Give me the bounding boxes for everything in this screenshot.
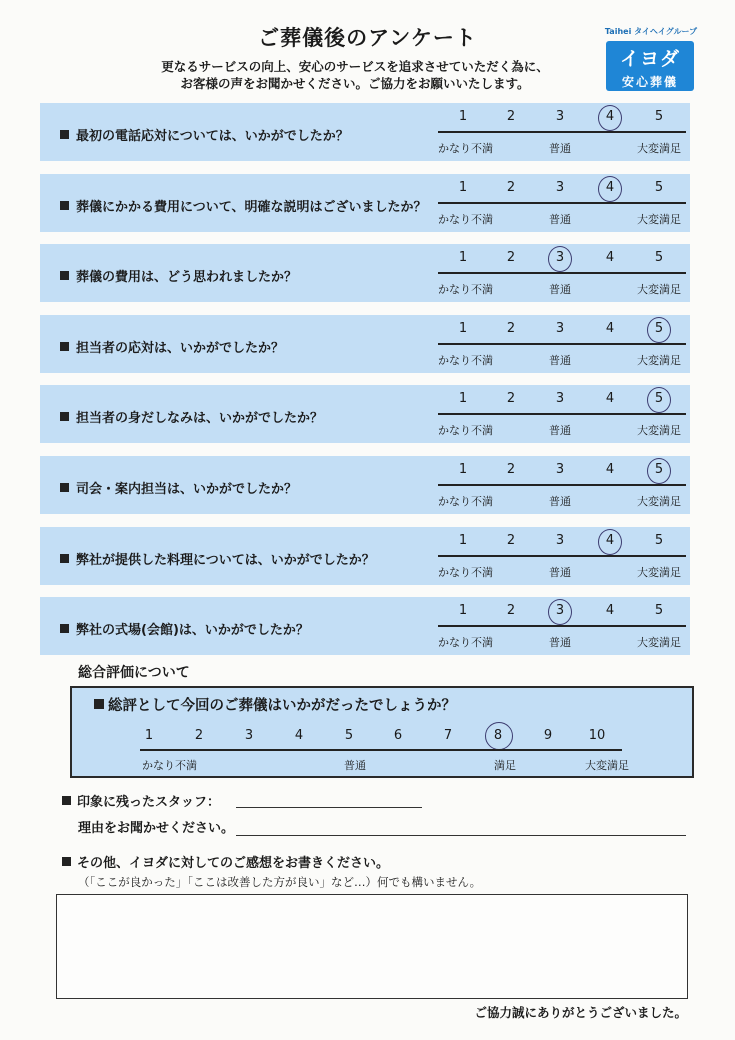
rating-option-4[interactable]: 4 xyxy=(605,462,615,477)
rating-label-high: 大変満足 xyxy=(637,142,681,155)
reason-label: 理由をお聞かせください。 xyxy=(78,821,235,836)
rating-option-4[interactable]: 4 xyxy=(605,250,615,265)
rating-label-mid: 普通 xyxy=(549,213,571,226)
question-label: 最初の電話応対については、いかがでしたか？ xyxy=(76,129,349,144)
question-label: 司会・案内担当は、いかがでしたか？ xyxy=(76,482,298,497)
rating-option-3[interactable]: 3 xyxy=(555,391,565,406)
overall-scale-line xyxy=(140,749,622,751)
overall-option-1[interactable]: 1 xyxy=(144,728,154,743)
rating-option-1[interactable]: 1 xyxy=(458,250,468,265)
rating-option-4[interactable]: 4 xyxy=(605,391,615,406)
bullet-square-icon xyxy=(94,699,104,709)
rating-scale-line xyxy=(438,625,686,627)
rating-option-2[interactable]: 2 xyxy=(506,109,516,124)
bullet-square-icon xyxy=(60,130,69,139)
question-row xyxy=(40,103,690,161)
rating-option-3[interactable]: 3 xyxy=(555,603,565,618)
bullet-square-icon xyxy=(60,412,69,421)
rating-label-low: かなり不満 xyxy=(438,213,493,226)
rating-scale-line xyxy=(438,272,686,274)
rating-scale-line xyxy=(438,484,686,486)
rating-option-5[interactable]: 5 xyxy=(654,109,664,124)
rating-label-mid: 普通 xyxy=(549,283,571,296)
overall-option-7[interactable]: 7 xyxy=(443,728,453,743)
overall-option-8[interactable]: 8 xyxy=(493,728,503,743)
bullet-square-icon xyxy=(60,342,69,351)
rating-option-2[interactable]: 2 xyxy=(506,533,516,548)
brand-name: イヨダ xyxy=(619,48,680,70)
question-row xyxy=(40,456,690,514)
rating-label-high: 大変満足 xyxy=(637,495,681,508)
rating-scale-numbers xyxy=(438,533,686,549)
bullet-square-icon xyxy=(60,624,69,633)
overall-scale-numbers xyxy=(134,728,606,744)
question-text xyxy=(60,125,349,144)
rating-label-high: 大変満足 xyxy=(637,566,681,579)
rating-label-high: 大変満足 xyxy=(637,213,681,226)
rating-label-mid: 普通 xyxy=(549,636,571,649)
question-text xyxy=(60,337,284,356)
question-label: 担当者の応対は、いかがでしたか？ xyxy=(76,341,285,356)
overall-rating-box xyxy=(70,686,694,778)
question-row xyxy=(40,385,690,443)
comments-prompt xyxy=(62,852,389,871)
staff-prompt xyxy=(62,791,220,810)
thanks-text: ご協力誠にありがとうございました。 xyxy=(474,1005,687,1020)
rating-option-2[interactable]: 2 xyxy=(506,321,516,336)
question-text xyxy=(60,619,309,638)
selected-rating-circle xyxy=(598,105,622,131)
rating-option-4[interactable]: 4 xyxy=(605,533,615,548)
question-row xyxy=(40,597,690,655)
rating-label-mid: 普通 xyxy=(549,424,571,437)
question-row xyxy=(40,174,690,232)
rating-label-mid: 普通 xyxy=(549,495,571,508)
bullet-square-icon xyxy=(62,796,71,805)
rating-option-2[interactable]: 2 xyxy=(506,603,516,618)
rating-option-2[interactable]: 2 xyxy=(506,462,516,477)
rating-option-5[interactable]: 5 xyxy=(654,391,664,406)
overall-label-low: かなり不満 xyxy=(142,759,197,772)
rating-label-low: かなり不満 xyxy=(438,283,493,296)
rating-option-1[interactable]: 1 xyxy=(458,462,468,477)
overall-label-good: 満足 xyxy=(494,759,516,772)
rating-scale-line xyxy=(438,202,686,204)
bullet-square-icon xyxy=(60,554,69,563)
rating-scale-line xyxy=(438,555,686,557)
intro-line-2: お客様の声をお聞かせください。ご協力をお願いいたします。 xyxy=(180,76,530,91)
rating-option-5[interactable]: 5 xyxy=(654,533,664,548)
question-label: 担当者の身だしなみは、いかがでしたか？ xyxy=(76,411,324,426)
overall-option-5[interactable]: 5 xyxy=(344,728,354,743)
overall-option-10[interactable]: 10 xyxy=(588,728,606,743)
rating-option-1[interactable]: 1 xyxy=(458,109,468,124)
intro-text xyxy=(120,58,590,92)
overall-label-high: 大変満足 xyxy=(585,759,629,772)
group-logo xyxy=(604,24,698,38)
rating-scale-line xyxy=(438,343,686,345)
bullet-square-icon xyxy=(60,271,69,280)
rating-option-5[interactable]: 5 xyxy=(654,603,664,618)
rating-option-3[interactable]: 3 xyxy=(555,321,565,336)
staff-name-field[interactable] xyxy=(236,807,422,808)
overall-section-title: 総合評価について xyxy=(78,665,190,681)
rating-label-mid: 普通 xyxy=(549,142,571,155)
comments-label: その他、イヨダに対してのご感想をお書きください。 xyxy=(77,856,390,871)
overall-option-3[interactable]: 3 xyxy=(244,728,254,743)
question-label: 弊社の式場(会館)は、いかがでしたか？ xyxy=(76,623,309,638)
rating-option-1[interactable]: 1 xyxy=(458,321,468,336)
rating-scale-line xyxy=(438,131,686,133)
page-title: ご葬儀後のアンケート xyxy=(258,26,477,50)
selected-rating-circle xyxy=(548,599,572,625)
selected-rating-circle xyxy=(647,387,671,413)
rating-label-low: かなり不満 xyxy=(438,424,493,437)
question-text xyxy=(60,196,426,215)
rating-option-2[interactable]: 2 xyxy=(506,391,516,406)
rating-label-low: かなり不満 xyxy=(438,566,493,579)
rating-label-low: かなり不満 xyxy=(438,142,493,155)
question-label: 葬儀の費用は、どう思われましたか？ xyxy=(76,270,298,285)
rating-option-3[interactable]: 3 xyxy=(555,109,565,124)
rating-option-3[interactable]: 3 xyxy=(555,250,565,265)
overall-question xyxy=(94,694,456,715)
selected-rating-circle xyxy=(598,176,622,202)
overall-option-2[interactable]: 2 xyxy=(194,728,204,743)
overall-label-mid: 普通 xyxy=(344,759,366,772)
overall-selected-circle xyxy=(485,722,513,750)
comments-textarea[interactable] xyxy=(56,894,688,999)
company-logo xyxy=(604,24,698,91)
rating-label-high: 大変満足 xyxy=(637,636,681,649)
selected-rating-circle xyxy=(548,246,572,272)
rating-option-1[interactable]: 1 xyxy=(458,391,468,406)
rating-option-1[interactable]: 1 xyxy=(458,603,468,618)
group-name: Taihei タイヘイグループ xyxy=(604,26,698,36)
rating-scale-line xyxy=(438,413,686,415)
question-row xyxy=(40,315,690,373)
question-text xyxy=(60,407,323,426)
overall-option-9[interactable]: 9 xyxy=(543,728,553,743)
rating-option-1[interactable]: 1 xyxy=(458,180,468,195)
bullet-square-icon xyxy=(60,201,69,210)
rating-label-mid: 普通 xyxy=(549,354,571,367)
rating-label-high: 大変満足 xyxy=(637,283,681,296)
brand-tagline: 安心葬儀 xyxy=(621,75,678,89)
overall-option-6[interactable]: 6 xyxy=(393,728,403,743)
rating-option-2[interactable]: 2 xyxy=(506,250,516,265)
reason-field[interactable] xyxy=(236,835,686,836)
rating-option-3[interactable]: 3 xyxy=(555,462,565,477)
question-text xyxy=(60,478,297,497)
overall-option-4[interactable]: 4 xyxy=(294,728,304,743)
rating-option-4[interactable]: 4 xyxy=(605,321,615,336)
rating-label-low: かなり不満 xyxy=(438,495,493,508)
rating-label-high: 大変満足 xyxy=(637,424,681,437)
rating-label-high: 大変満足 xyxy=(637,354,681,367)
question-text xyxy=(60,549,375,568)
question-row xyxy=(40,244,690,302)
bullet-square-icon xyxy=(60,483,69,492)
rating-option-3[interactable]: 3 xyxy=(555,533,565,548)
rating-label-mid: 普通 xyxy=(549,566,571,579)
rating-option-4[interactable]: 4 xyxy=(605,180,615,195)
selected-rating-circle xyxy=(647,317,671,343)
rating-label-low: かなり不満 xyxy=(438,636,493,649)
staff-label: 印象に残ったスタッフ： xyxy=(77,795,221,810)
rating-scale-numbers xyxy=(438,180,686,196)
rating-option-5[interactable]: 5 xyxy=(654,250,664,265)
comments-note: （「ここが良かった」「ここは改善した方が良い」など…）何でも構いません。 xyxy=(78,875,482,889)
rating-scale-numbers xyxy=(438,109,686,125)
question-text xyxy=(60,266,297,285)
rating-option-1[interactable]: 1 xyxy=(458,533,468,548)
rating-label-low: かなり不満 xyxy=(438,354,493,367)
rating-option-5[interactable]: 5 xyxy=(654,321,664,336)
rating-option-4[interactable]: 4 xyxy=(605,109,615,124)
bullet-square-icon xyxy=(62,857,71,866)
overall-question-text: 総評として今回のご葬儀はいかがだったでしょうか？ xyxy=(108,698,456,714)
question-row xyxy=(40,527,690,585)
rating-option-2[interactable]: 2 xyxy=(506,180,516,195)
question-label: 葬儀にかかる費用について、明確な説明はございましたか？ xyxy=(76,200,427,215)
rating-option-3[interactable]: 3 xyxy=(555,180,565,195)
selected-rating-circle xyxy=(647,458,671,484)
brand-badge xyxy=(606,41,694,91)
rating-option-5[interactable]: 5 xyxy=(654,180,664,195)
selected-rating-circle xyxy=(598,529,622,555)
rating-option-4[interactable]: 4 xyxy=(605,603,615,618)
question-label: 弊社が提供した料理については、いかがでしたか？ xyxy=(76,553,375,568)
rating-option-5[interactable]: 5 xyxy=(654,462,664,477)
intro-line-1: 更なるサービスの向上、安心のサービスを追求させていただく為に、 xyxy=(161,59,549,74)
